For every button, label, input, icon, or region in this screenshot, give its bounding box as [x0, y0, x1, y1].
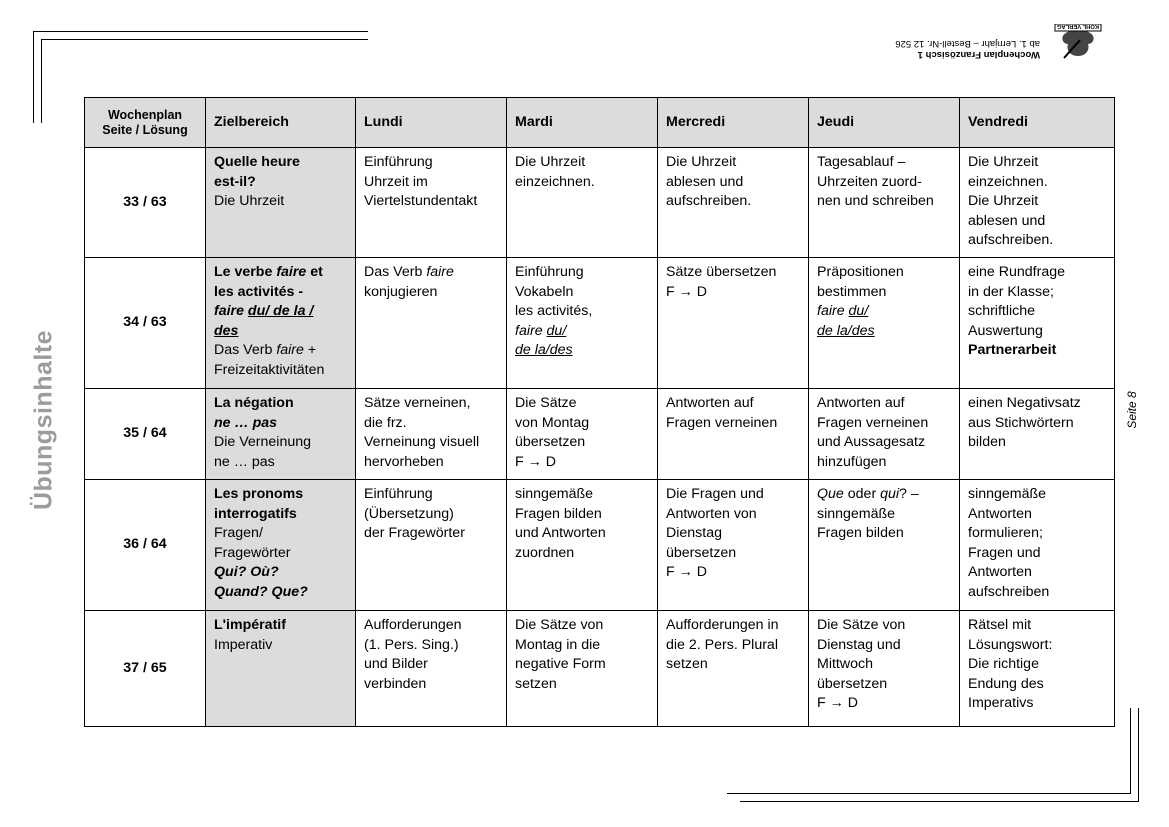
weekly-plan-table [84, 97, 1115, 727]
lundi-cell: Aufforderungen (1. Pers. Sing.) und Bilder verbinden [356, 611, 507, 727]
lundi-cell: Einführung Uhrzeit im Viertelstundentakt [356, 148, 507, 258]
vendredi-cell: Die Uhrzeit einzeichnen. Die Uhrzeit ablesen und aufschreiben. [960, 148, 1115, 258]
table-row [85, 611, 1115, 727]
page-solution-cell: 34 / 63 [85, 258, 206, 389]
header-cell-mardi: Mardi [507, 98, 658, 148]
header-cell-mercredi: Mercredi [658, 98, 809, 148]
publisher-line-1: Wochenplan Französisch 1 [917, 49, 1040, 60]
table-row [85, 480, 1115, 611]
frame-line-top-inner [41, 39, 368, 40]
mardi-cell: Die Uhrzeit einzeichnen. [507, 148, 658, 258]
table-row [85, 258, 1115, 389]
jeudi-cell: Präpositionen bestimmen faire du/ de la/des [809, 258, 960, 389]
frame-line-bottom-outer [740, 801, 1138, 802]
page-solution-cell: 33 / 63 [85, 148, 206, 258]
mercredi-cell: Aufforderungen in die 2. Pers. Plural setzen [658, 611, 809, 727]
table-header-row [85, 98, 1115, 148]
frame-line-left-inner [41, 39, 42, 123]
table-row [85, 389, 1115, 480]
svg-text:KOHL VERLAG: KOHL VERLAG [1056, 24, 1100, 29]
mercredi-cell: Die Uhrzeit ablesen und aufschreiben. [658, 148, 809, 258]
vendredi-cell: Rätsel mit Lösungswort: Die richtige Endung des Imperativs [960, 611, 1115, 727]
lundi-cell: Einführung (Übersetzung) der Fragewörter [356, 480, 507, 611]
header-cell-page: Wochenplan Seite / Lösung [85, 98, 206, 148]
header-cell-lundi: Lundi [356, 98, 507, 148]
page-solution-cell: 36 / 64 [85, 480, 206, 611]
zielbereich-cell: La négation ne … pas Die Verneinung ne … pas [206, 389, 356, 480]
mardi-cell: Die Sätze von Montag übersetzen F → D [507, 389, 658, 480]
mercredi-cell: Die Fragen und Antworten von Dienstag übersetzen F → D [658, 480, 809, 611]
publisher-line-2: ab 1. Lernjahr – Bestell-Nr. 12 526 [895, 38, 1040, 49]
vendredi-cell: sinngemäße Antworten formulieren; Fragen und Antworten aufschreiben [960, 480, 1115, 611]
publisher-text [895, 38, 1040, 60]
vendredi-cell: einen Negativsatz aus Stichwörtern bilden [960, 389, 1115, 480]
jeudi-cell: Que oder qui? – sinngemäße Fragen bilden [809, 480, 960, 611]
jeudi-cell: Die Sätze von Dienstag und Mittwoch übersetzen F → D [809, 611, 960, 727]
page-solution-cell: 37 / 65 [85, 611, 206, 727]
frame-line-right-inner [1130, 708, 1131, 794]
header-cell-zielbereich: Zielbereich [206, 98, 356, 148]
page-solution-cell: 35 / 64 [85, 389, 206, 480]
zielbereich-cell: L'impératif Imperativ [206, 611, 356, 727]
lundi-cell: Sätze verneinen, die frz. Verneinung visuell hervorheben [356, 389, 507, 480]
mercredi-cell: Sätze übersetzen F → D [658, 258, 809, 389]
zielbereich-cell: Le verbe faire et les activités - faire du/ de la / des Das Verb faire + Freizeitaktivitäten [206, 258, 356, 389]
frame-line-left-outer [33, 31, 34, 123]
header-cell-jeudi: Jeudi [809, 98, 960, 148]
zielbereich-cell: Les pronoms interrogatifs Fragen/ Fragewörter Qui? Où? Quand? Que? [206, 480, 356, 611]
frame-line-top-outer [33, 31, 368, 32]
frame-line-right-outer [1138, 708, 1139, 802]
frame-line-bottom-inner [727, 793, 1130, 794]
mardi-cell: sinngemäße Fragen bilden und Antworten zuordnen [507, 480, 658, 611]
lundi-cell: Das Verb faire konjugieren [356, 258, 507, 389]
jeudi-cell: Tagesablauf – Uhrzeiten zuord- nen und schreiben [809, 148, 960, 258]
mardi-cell: Einführung Vokabeln les activités, faire du/ de la/des [507, 258, 658, 389]
jeudi-cell: Antworten auf Fragen verneinen und Aussagesatz hinzufügen [809, 389, 960, 480]
header-cell-vendredi: Vendredi [960, 98, 1115, 148]
mardi-cell: Die Sätze von Montag in die negative Form setzen [507, 611, 658, 727]
mercredi-cell: Antworten auf Fragen verneinen [658, 389, 809, 480]
vendredi-cell: eine Rundfrage in der Klasse; schriftliche Auswertung Partnerarbeit [960, 258, 1115, 389]
table-row [85, 148, 1115, 258]
zielbereich-cell: Quelle heure est-il? Die Uhrzeit [206, 148, 356, 258]
publisher-header [860, 20, 1110, 64]
kohl-verlag-logo [1052, 24, 1104, 62]
